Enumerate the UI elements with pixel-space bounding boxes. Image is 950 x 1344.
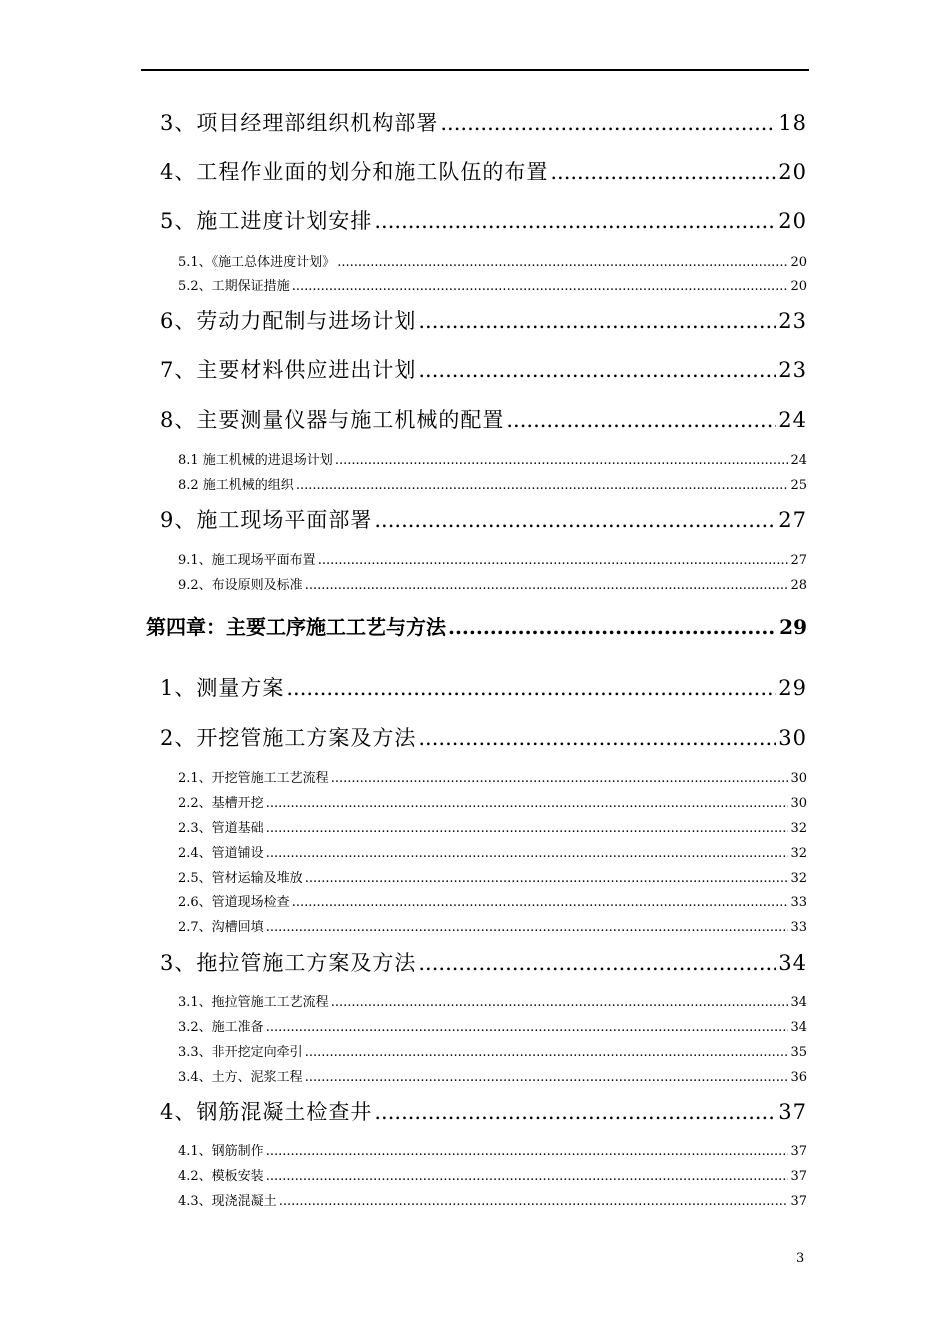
toc-entry-page: 24 bbox=[778, 408, 807, 432]
toc-entry[interactable] bbox=[146, 612, 807, 642]
toc-entry-label: 9.2、布设原则及标准 bbox=[178, 578, 303, 593]
toc-entry[interactable] bbox=[178, 1018, 807, 1038]
toc-entry-page: 30 bbox=[790, 796, 807, 811]
toc-entry-page: 37 bbox=[790, 1169, 807, 1184]
page-number: 3 bbox=[796, 1251, 805, 1266]
header-rule bbox=[141, 69, 809, 71]
toc-entry[interactable] bbox=[178, 844, 807, 864]
dot-leader bbox=[374, 206, 776, 236]
toc-entry[interactable] bbox=[178, 1043, 807, 1063]
toc-entry[interactable] bbox=[178, 819, 807, 839]
toc-entry-page: 30 bbox=[790, 771, 807, 786]
toc-entry-label: 3.1、拖拉管施工工艺流程 bbox=[178, 995, 329, 1010]
toc-entry-label: 5.2、工期保证措施 bbox=[178, 279, 290, 294]
toc-entry[interactable] bbox=[160, 108, 807, 138]
toc-entry-label: 3.4、土方、泥浆工程 bbox=[178, 1070, 303, 1085]
toc-entry[interactable] bbox=[178, 869, 807, 889]
toc-entry-page: 30 bbox=[778, 726, 807, 750]
dot-leader bbox=[318, 551, 789, 571]
toc-entry-label: 3、拖拉管施工方案及方法 bbox=[160, 951, 417, 975]
dot-leader bbox=[292, 277, 789, 297]
toc-entry[interactable] bbox=[178, 893, 807, 913]
toc-entry[interactable] bbox=[160, 673, 807, 703]
toc-entry[interactable] bbox=[160, 206, 807, 236]
dot-leader bbox=[440, 108, 776, 138]
toc-entry-label: 1、测量方案 bbox=[160, 676, 285, 700]
toc-entry-label: 8.1 施工机械的进退场计划 bbox=[178, 453, 333, 468]
toc-entry-page: 32 bbox=[790, 846, 807, 861]
dot-leader bbox=[266, 1142, 789, 1162]
toc-entry-label: 3.3、非开挖定向牵引 bbox=[178, 1045, 303, 1060]
dot-leader bbox=[266, 1167, 789, 1187]
toc-entry-label: 2.4、管道铺设 bbox=[178, 846, 264, 861]
toc-entry[interactable] bbox=[160, 306, 807, 336]
toc-entry[interactable] bbox=[160, 948, 807, 978]
dot-leader bbox=[296, 476, 789, 496]
dot-leader bbox=[335, 451, 789, 471]
toc-entry-page: 34 bbox=[790, 1020, 807, 1035]
toc-entry-page: 33 bbox=[790, 920, 807, 935]
toc-entry-label: 2、开挖管施工方案及方法 bbox=[160, 726, 417, 750]
toc-entry-page: 25 bbox=[790, 478, 807, 493]
dot-leader bbox=[331, 993, 789, 1013]
toc-entry-page: 18 bbox=[778, 111, 807, 135]
toc-entry-label: 4、工程作业面的划分和施工队伍的布置 bbox=[160, 160, 549, 184]
dot-leader bbox=[506, 405, 776, 435]
toc-entry[interactable] bbox=[178, 1192, 807, 1212]
toc-entry-label: 4、钢筋混凝土检查井 bbox=[160, 1100, 373, 1124]
toc-entry[interactable] bbox=[160, 723, 807, 753]
dot-leader bbox=[418, 355, 776, 385]
dot-leader bbox=[418, 948, 776, 978]
dot-leader bbox=[292, 893, 789, 913]
dot-leader bbox=[266, 1018, 789, 1038]
dot-leader bbox=[305, 869, 789, 889]
toc-entry[interactable] bbox=[160, 355, 807, 385]
toc-entry-page: 24 bbox=[790, 453, 807, 468]
toc-entry-page: 27 bbox=[778, 508, 807, 532]
toc-entry[interactable] bbox=[178, 253, 807, 273]
toc-entry-label: 4.1、钢筋制作 bbox=[178, 1144, 264, 1159]
toc-entry-label: 2.6、管道现场检查 bbox=[178, 895, 290, 910]
toc-entry-label: 2.1、开挖管施工工艺流程 bbox=[178, 771, 329, 786]
toc-entry-label: 6、劳动力配制与进场计划 bbox=[160, 309, 417, 333]
toc-entry-page: 29 bbox=[778, 676, 807, 700]
toc-entry-page: 23 bbox=[778, 309, 807, 333]
toc-entry-page: 37 bbox=[778, 1100, 807, 1124]
toc-entry-label: 5、施工进度计划安排 bbox=[160, 209, 373, 233]
toc-entry-page: 23 bbox=[778, 358, 807, 382]
toc-entry[interactable] bbox=[178, 993, 807, 1013]
toc-entry-label: 2.2、基槽开挖 bbox=[178, 796, 264, 811]
toc-entry-label: 2.5、管材运输及堆放 bbox=[178, 871, 303, 886]
toc-entry-label: 8.2 施工机械的组织 bbox=[178, 478, 294, 493]
dot-leader bbox=[374, 1097, 776, 1127]
toc-entry[interactable] bbox=[160, 405, 807, 435]
toc-entry-page: 27 bbox=[790, 553, 807, 568]
toc-entry-page: 34 bbox=[778, 951, 807, 975]
toc-entry-page: 34 bbox=[790, 995, 807, 1010]
toc-entry[interactable] bbox=[178, 1142, 807, 1162]
toc-entry[interactable] bbox=[178, 918, 807, 938]
dot-leader bbox=[305, 1068, 789, 1088]
toc-entry-page: 20 bbox=[778, 209, 807, 233]
toc-entry-page: 36 bbox=[790, 1070, 807, 1085]
toc-entry-page: 20 bbox=[778, 160, 807, 184]
toc-entry[interactable] bbox=[160, 505, 807, 535]
dot-leader bbox=[266, 794, 789, 814]
dot-leader bbox=[286, 673, 776, 703]
toc-entry[interactable] bbox=[178, 476, 807, 496]
dot-leader bbox=[266, 819, 789, 839]
toc-entry-label: 9、施工现场平面部署 bbox=[160, 508, 373, 532]
toc-entry-label: 5.1、《施工总体进度计划》 bbox=[178, 255, 336, 270]
toc-entry-label: 8、主要测量仪器与施工机械的配置 bbox=[160, 408, 505, 432]
toc-entry-label: 4.3、现浇混凝土 bbox=[178, 1194, 277, 1209]
toc-entry[interactable] bbox=[178, 1068, 807, 1088]
toc-entry-label: 第四章：主要工序施工工艺与方法 bbox=[146, 615, 446, 639]
toc-entry[interactable] bbox=[178, 769, 807, 789]
dot-leader bbox=[448, 612, 777, 642]
toc-entry-label: 4.2、模板安装 bbox=[178, 1169, 264, 1184]
toc-entry-label: 2.7、沟槽回填 bbox=[178, 920, 264, 935]
toc-entry-page: 37 bbox=[790, 1194, 807, 1209]
toc-entry-label: 7、主要材料供应进出计划 bbox=[160, 358, 417, 382]
dot-leader bbox=[331, 769, 789, 789]
toc-entry-page: 33 bbox=[790, 895, 807, 910]
dot-leader bbox=[266, 918, 789, 938]
dot-leader bbox=[305, 576, 789, 596]
toc-entry[interactable] bbox=[160, 1097, 807, 1127]
toc-entry[interactable] bbox=[178, 794, 807, 814]
toc-entry-label: 3、项目经理部组织机构部署 bbox=[160, 111, 439, 135]
toc-entry-label: 9.1、施工现场平面布置 bbox=[178, 553, 316, 568]
dot-leader bbox=[374, 505, 776, 535]
toc-entry[interactable] bbox=[178, 451, 807, 471]
dot-leader bbox=[418, 306, 776, 336]
dot-leader bbox=[266, 844, 789, 864]
toc-entry-page: 35 bbox=[790, 1045, 807, 1060]
dot-leader bbox=[418, 723, 776, 753]
toc-entry-page: 37 bbox=[790, 1144, 807, 1159]
toc-entry-label: 3.2、施工准备 bbox=[178, 1020, 264, 1035]
dot-leader bbox=[337, 253, 788, 273]
toc-entry[interactable] bbox=[178, 277, 807, 297]
toc-entry-label: 2.3、管道基础 bbox=[178, 821, 264, 836]
toc-entry[interactable] bbox=[178, 1167, 807, 1187]
dot-leader bbox=[550, 157, 776, 187]
toc-entry-page: 20 bbox=[790, 255, 807, 270]
toc-entry[interactable] bbox=[178, 551, 807, 571]
toc-entry[interactable] bbox=[178, 576, 807, 596]
toc-entry-page: 28 bbox=[790, 578, 807, 593]
toc-entry-page: 32 bbox=[790, 871, 807, 886]
toc-entry-page: 20 bbox=[790, 279, 807, 294]
toc-entry-page: 29 bbox=[779, 615, 807, 639]
toc-entry-page: 32 bbox=[790, 821, 807, 836]
dot-leader bbox=[305, 1043, 789, 1063]
toc-entry[interactable] bbox=[160, 157, 807, 187]
dot-leader bbox=[279, 1192, 789, 1212]
